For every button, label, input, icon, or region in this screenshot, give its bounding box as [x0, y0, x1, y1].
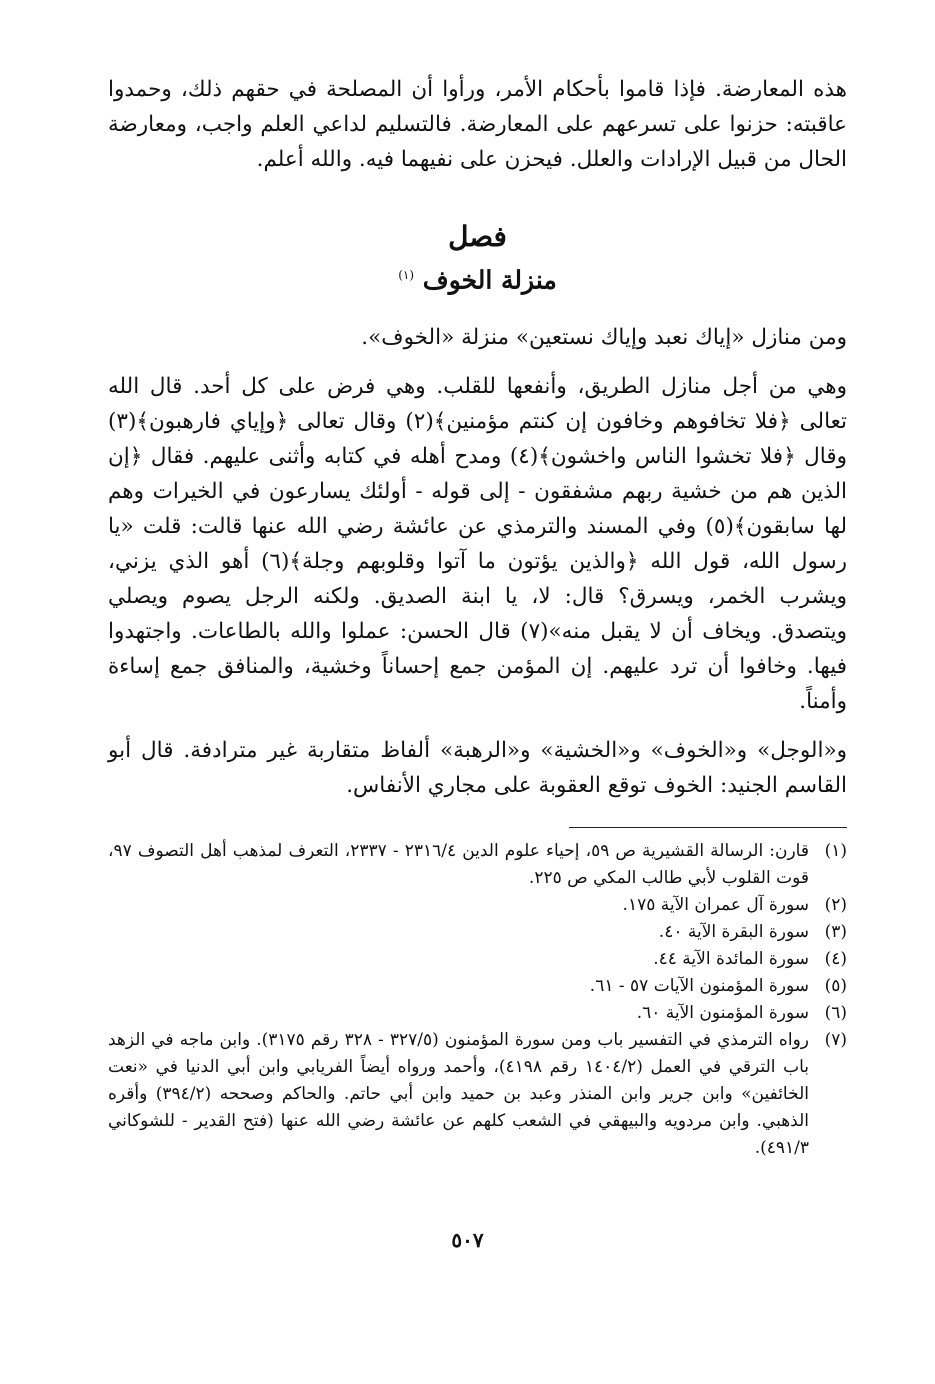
footnote-text: سورة آل عمران الآية ١٧٥.: [622, 895, 809, 916]
footnote-text: سورة البقرة الآية ٤٠.: [658, 922, 809, 943]
footnote-item: [108, 1027, 847, 1162]
body-paragraph-3: و«الوجل» و«الخوف» و«الخشية» و«الرهبة» ألفاظ متقاربة غير مترادفة. قال أبو القاسم الجنيد: الخوف توقع العقوبة على مجاري الأنفاس.: [108, 738, 847, 799]
footnotes-list: [108, 838, 847, 1162]
section-heading: فصل: [448, 220, 507, 253]
footnote-text: سورة المؤمنون الآيات ٥٧ - ٦١.: [589, 976, 809, 997]
footnote-number: (٧): [824, 1030, 847, 1051]
footnote-item: [108, 892, 847, 919]
footnote-number: (٦): [824, 1003, 847, 1024]
footnote-text: قارن: الرسالة القشيرية ص ٥٩، إحياء علوم الدين ٢٣١٦/٤ - ٢٣٣٧، التعرف لمذهب أهل التصوف ٩٧، قوت القلوب لأبي طالب المكي ص ٢٢٥.: [108, 841, 809, 889]
page-number: ٥٠٧: [451, 1228, 484, 1252]
footnote-text: سورة المائدة الآية ٤٤.: [653, 949, 809, 970]
footnote-text: رواه الترمذي في التفسير باب ومن سورة المؤمنون (٣٢٧/٥ - ٣٢٨ رقم ٣١٧٥). وابن ماجه في الزهد باب الترقي في العمل (١٤٠٤/٢ رقم ٤١٩٨)، وأحمد ورواه أيضاً الفريابي وابن أبي الدنيا في «نعت الخائفين» وابن جرير وابن المنذر وعبد بن حميد وابن أبي حاتم. والحاكم وصححه (٣٩٤/٢) وأقره الذهبي. وابن مردويه والبيهقي في الشعب كلهم عن عائشة رضي الله عنها (فتح القدير - للشوكاني ٤٩١/٣).: [108, 1030, 809, 1159]
footnote-divider: [569, 827, 847, 828]
footnote-number: (٢): [824, 895, 847, 916]
footnote-number: (٤): [824, 949, 847, 970]
footnote-item: [108, 838, 847, 892]
subheading-text: منزلة الخوف: [422, 265, 557, 295]
intro-paragraph: هذه المعارضة. فإذا قاموا بأحكام الأمر، ورأوا أن المصلحة في حقهم ذلك، وحمدوا عاقبته: حزنوا على تسرعهم على المعارضة. فالتسليم لداعي العلم واجب، ومعارضة الحال من قبيل الإرادات والعلل. فيحزن على نفيهما فيه. والله أعلم.: [108, 77, 847, 172]
footnote-item: [108, 1000, 847, 1027]
subheading-footnote-ref: (١): [398, 268, 415, 282]
footnote-text: سورة المؤمنون الآية ٦٠.: [636, 1003, 809, 1024]
section-subheading: [108, 257, 847, 298]
body-paragraph-2: وهي من أجل منازل الطريق، وأنفعها للقلب. وهي فرض على كل أحد. قال الله تعالى ﴿فلا تخافوهم وخافون إن كنتم مؤمنين﴾(٢) وقال تعالى ﴿وإياي فارهبون﴾(٣) وقال ﴿فلا تخشوا الناس واخشون﴾(٤) ومدح أهله في كتابه وأثنى عليهم. فقال ﴿إن الذين هم من خشية ربهم مشفقون - إلى قوله - أولئك يسارعون في الخيرات وهم لها سابقون﴾(٥) وفي المسند والترمذي عن عائشة رضي الله عنها قالت: قلت «يا رسول الله، قول الله ﴿والذين يؤتون ما آتوا وقلوبهم وجلة﴾(٦) أهو الذي يزني، ويشرب الخمر، ويسرق؟ قال: لا، يا ابنة الصديق. ولكنه الرجل يصوم ويصلي ويتصدق. ويخاف أن لا يقبل منه»(٧) قال الحسن: عملوا والله بالطاعات. واجتهدوا فيها. وخافوا أن ترد عليهم. إن المؤمن جمع إحساناً وخشية، والمنافق جمع إساءة وأمناً.: [108, 374, 848, 715]
footnote-item: [108, 946, 847, 973]
footnote-number: (٥): [824, 976, 847, 997]
footnote-number: (٣): [824, 922, 847, 943]
footnote-number: (١): [824, 841, 847, 862]
footnote-item: [108, 973, 847, 1000]
footnote-item: [108, 919, 847, 946]
body-paragraph-1: ومن منازل «إياك نعبد وإياك نستعين» منزلة «الخوف».: [361, 325, 847, 351]
